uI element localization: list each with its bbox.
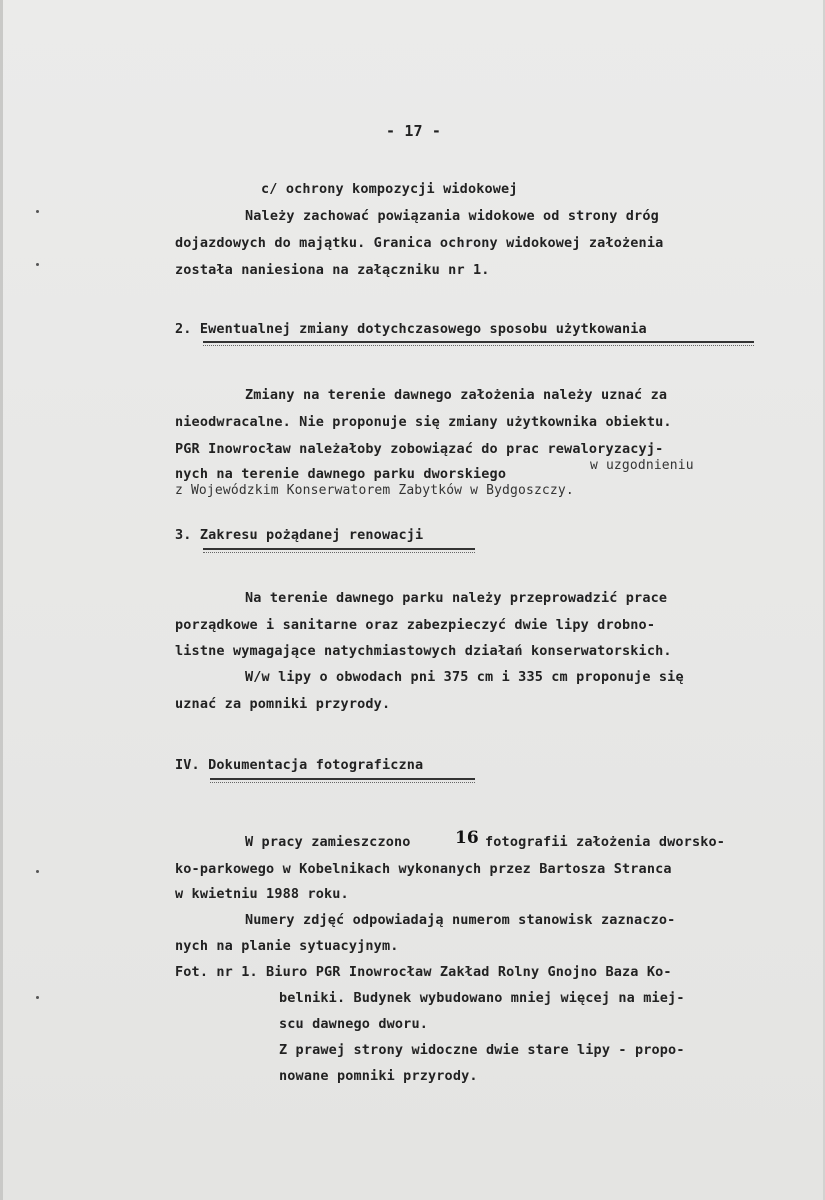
- margin-mark: [36, 263, 39, 266]
- margin-mark: [36, 996, 39, 999]
- section-2-line-4: nych na terenie dawnego parku dworskiego: [175, 466, 507, 482]
- section-iv-para2-line-2: nych na planie sytuacyjnym.: [175, 938, 399, 954]
- section-c-heading: c/ ochrony kompozycji widokowej: [261, 181, 518, 197]
- page-number: - 17 -: [386, 122, 442, 140]
- photo-1-line-1: Fot. nr 1. Biuro PGR Inowrocław Zakład Rolny Gnojno Baza Ko-: [175, 964, 672, 980]
- section-3-underline: [203, 548, 475, 550]
- section-2-line-1: Zmiany na terenie dawnego założenia należy uznać za: [245, 387, 668, 403]
- photo-1-line-4: Z prawej strony widoczne dwie stare lipy - propo-: [279, 1042, 685, 1058]
- section-2-line-3: PGR Inowrocław należałoby zobowiązać do prac rewaloryzacyj-: [175, 441, 664, 457]
- section-2-underline: [203, 341, 754, 343]
- section-iv-para1-end: fotografii założenia dworsko-: [485, 834, 726, 850]
- margin-mark: [36, 870, 39, 873]
- section-c-line-3: została naniesiona na załączniku nr 1.: [175, 262, 490, 278]
- section-c-line-2: dojazdowych do majątku. Granica ochrony widokowej założenia: [175, 235, 664, 251]
- section-iv-para2-line-1: Numery zdjęć odpowiadają numerom stanowisk zaznaczo-: [245, 912, 676, 928]
- section-3-line-5: uznać za pomniki przyrody.: [175, 696, 391, 712]
- photo-1-line-3: scu dawnego dworu.: [279, 1016, 428, 1032]
- margin-mark: [36, 210, 39, 213]
- section-iv-para1-line-2: ko-parkowego w Kobelnikach wykonanych przez Bartosza Stranca: [175, 861, 672, 877]
- photo-1-line-5: nowane pomniki przyrody.: [279, 1068, 478, 1084]
- section-2-line-2: nieodwracalne. Nie proponuje się zmiany użytkownika obiektu.: [175, 414, 672, 430]
- section-2-typed-insert: w uzgodnieniu: [590, 458, 694, 473]
- section-3-line-2: porządkowe i sanitarne oraz zabezpieczyć dwie lipy drobno-: [175, 617, 656, 633]
- section-2-heading: 2. Ewentualnej zmiany dotychczasowego sposobu użytkowania: [175, 321, 647, 337]
- section-3-line-3: listne wymagające natychmiastowych działań konserwatorskich.: [175, 643, 672, 659]
- section-3-heading: 3. Zakresu pożądanej renowacji: [175, 527, 424, 543]
- section-3-line-4: W/w lipy o obwodach pni 375 cm i 335 cm proponuje się: [245, 669, 684, 685]
- section-iv-underline: [210, 778, 475, 780]
- section-iv-para1-start: W pracy zamieszczono: [245, 834, 411, 850]
- section-iv-heading: IV. Dokumentacja fotograficzna: [175, 757, 424, 773]
- section-c-line-1: Należy zachować powiązania widokowe od strony dróg: [245, 208, 659, 224]
- section-3-line-1: Na terenie dawnego parku należy przeprowadzić prace: [245, 590, 668, 606]
- handwritten-photo-count: 16: [455, 828, 479, 848]
- photo-1-line-2: belniki. Budynek wybudowano mniej więcej na miej-: [279, 990, 685, 1006]
- section-2-insert-line: z Wojewódzkim Konserwatorem Zabytków w Bydgoszczy.: [175, 483, 574, 498]
- section-iv-para1-line-3: w kwietniu 1988 roku.: [175, 886, 349, 902]
